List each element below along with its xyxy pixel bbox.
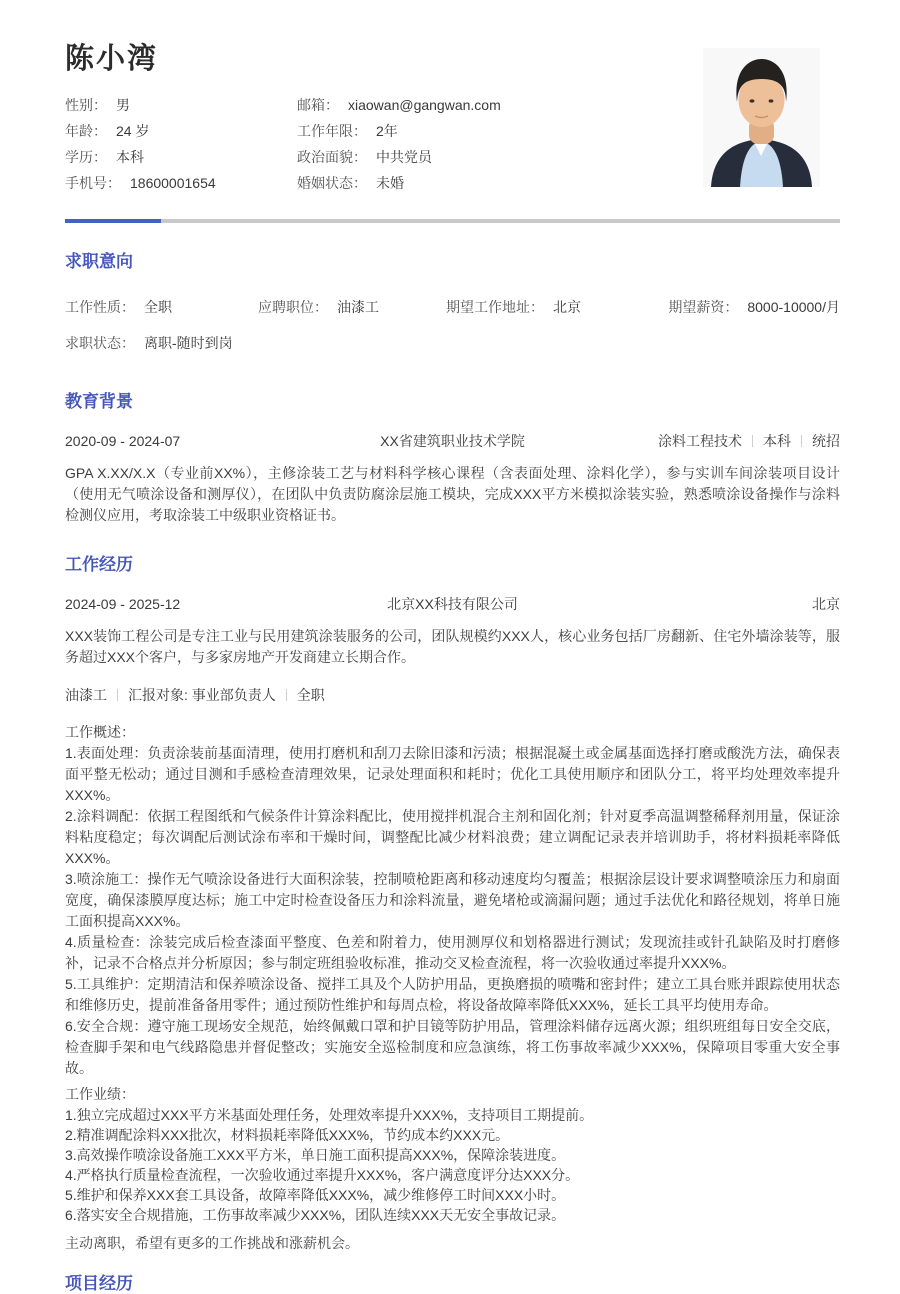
achievement-list [65, 1105, 840, 1225]
work-period: 2024-09 - 2025-12 [65, 596, 181, 612]
intent-value: 全职 [144, 299, 172, 315]
info-phone [65, 175, 297, 191]
info-value: 18600001654 [130, 175, 216, 191]
job-title-line [65, 687, 840, 704]
resume-content [65, 0, 840, 1294]
intent-label: 期望薪资： [668, 299, 739, 315]
achievement-item: 1.独立完成超过XXX平方米基面处理任务，处理效率提升XXX%，支持项目工期提前。 [65, 1107, 594, 1123]
overview-item: 3.喷涂施工：操作无气喷涂设备进行大面积涂装，控制喷枪距离和移动速度均匀覆盖；根据涂层设计要求调整喷涂压力和扇面宽度，确保漆膜厚度达标；施工中定时检查设备压力和涂料流量，避免堵枪或滴漏问题；通过手法优化和路径规划，将单日施工面积提高XXX%。 [65, 871, 840, 929]
info-value: 本科 [116, 149, 144, 165]
overview-label: 工作概述： [65, 724, 135, 740]
leave-reason: 主动离职，希望有更多的工作挑战和涨薪机会。 [65, 1235, 359, 1251]
info-value: 中共党员 [376, 149, 432, 165]
section-title-work: 工作经历 [65, 555, 133, 574]
intent-status [65, 335, 840, 351]
info-marital-status [297, 175, 840, 191]
basic-info [65, 97, 840, 201]
info-value: 男 [116, 97, 130, 113]
info-email [297, 97, 840, 113]
intent-value: 离职-随时到岗 [144, 335, 233, 351]
info-label: 邮箱： [297, 97, 339, 113]
info-label: 手机号： [65, 175, 121, 191]
intent-location [446, 299, 661, 315]
info-label: 性别： [65, 97, 107, 113]
job-report-to: 汇报对象: 事业部负责人 [128, 687, 276, 703]
info-education-level [65, 149, 297, 165]
header-divider [65, 219, 840, 223]
intent-value: 8000-10000/月 [747, 299, 840, 315]
info-label: 政治面貌： [297, 149, 367, 165]
separator-bar [752, 435, 753, 447]
overview-item: 6.安全合规：遵守施工现场安全规范，始终佩戴口罩和护目镜等防护用品，管理涂料储存远离火源；组织班组每日安全交底，检查脚手架和电气线路隐患并督促整改；实施安全巡检制度和应急演练，将工伤事故率减少XXX%，保障项目零重大安全事故。 [65, 1018, 840, 1076]
work-meta-row [65, 596, 840, 613]
section-title-job-intent: 求职意向 [65, 252, 133, 271]
achievement-item: 6.落实安全合规措施，工伤事故率减少XXX%，团队连续XXX天无安全事故记录。 [65, 1207, 566, 1223]
separator-bar [801, 435, 802, 447]
basic-info-right-column [297, 97, 840, 201]
section-title-project: 项目经历 [65, 1274, 133, 1293]
info-value: 未婚 [376, 175, 404, 191]
info-political-status [297, 149, 840, 165]
education-admission: 统招 [812, 433, 840, 449]
info-label: 年龄： [65, 123, 107, 139]
intent-label: 工作性质： [65, 299, 135, 315]
section-title-education: 教育背景 [65, 392, 133, 411]
info-age [65, 123, 297, 139]
header-divider-accent [65, 219, 161, 223]
intent-position [258, 299, 446, 315]
info-work-years [297, 123, 840, 139]
info-value: 24 岁 [116, 123, 150, 139]
work-company: 北京XX科技有限公司 [387, 596, 518, 612]
job-type: 全职 [296, 687, 325, 703]
intent-value: 油漆工 [337, 299, 379, 315]
info-label: 工作年限： [297, 123, 367, 139]
info-label: 婚姻状态： [297, 175, 367, 191]
intent-salary [661, 299, 840, 315]
overview-item: 2.涂料调配：依据工程图纸和气候条件计算涂料配比，使用搅拌机混合主剂和固化剂；针对夏季高温调整稀释剂用量，保证涂料粘度稳定；每次调配后测试涂布率和干燥时间，调整配比减少材料浪费；建立调配记录表并培训助手，将材料损耗率降低XXX%。 [65, 808, 840, 866]
overview-item: 4.质量检查：涂装完成后检查漆面平整度、色差和附着力，使用测厚仪和划格器进行测试；发现流挂或针孔缺陷及时打磨修补，记录不合格点并分析原因；参与制定班组验收标准，推动交叉检查流程，将一次验收通过率提升XXX%。 [65, 934, 840, 971]
achievement-item: 2.精准调配涂料XXX批次，材料损耗率降低XXX%，节约成本约XXX元。 [65, 1127, 510, 1143]
intent-value: 北京 [553, 299, 581, 315]
education-meta-row [65, 433, 840, 450]
info-gender [65, 97, 297, 113]
basic-info-left-column [65, 97, 297, 201]
achievement-label: 工作业绩： [65, 1086, 135, 1102]
separator-bar [117, 689, 118, 701]
job-intent-row [65, 299, 840, 315]
achievement-item: 4.严格执行质量检查流程，一次验收通过率提升XXX%，客户满意度评分达XXX分。 [65, 1167, 580, 1183]
info-label: 学历： [65, 149, 107, 165]
education-major: 涂料工程技术 [658, 433, 742, 449]
candidate-name: 陈小湾 [65, 43, 159, 75]
achievement-item: 3.高效操作喷涂设备施工XXX平方米，单日施工面积提高XXX%，保障涂装进度。 [65, 1147, 566, 1163]
education-school: XX省建筑职业技术学院 [380, 433, 525, 449]
intent-label: 期望工作地址： [446, 299, 544, 315]
education-period: 2020-09 - 2024-07 [65, 433, 181, 449]
education-degree-group [658, 433, 840, 450]
overview-list [65, 743, 840, 1079]
overview-item: 5.工具维护：定期清洁和保养喷涂设备、搅拌工具及个人防护用品，更换磨损的喷嘴和密封件；建立工具台账并跟踪使用状态和维修历史，提前准备备用零件；通过预防性维护和每周点检，将设备故障率降低XXX%，延长工具平均使用寿命。 [65, 976, 840, 1013]
info-value: 2年 [376, 123, 398, 139]
intent-label: 求职状态： [65, 335, 135, 351]
overview-item: 1.表面处理：负责涂装前基面清理，使用打磨机和刮刀去除旧漆和污渍；根据混凝土或金属基面选择打磨或酸洗方法，确保表面平整无松动；通过目测和手感检查清理效果，记录处理面积和耗时；优化工具使用顺序和团队分工，将平均处理效率提升XXX%。 [65, 745, 840, 803]
job-title: 油漆工 [65, 687, 107, 703]
work-location: 北京 [812, 596, 840, 612]
education-degree: 本科 [763, 433, 791, 449]
info-value: xiaowan@gangwan.com [348, 97, 501, 113]
company-intro: XXX装饰工程公司是专注工业与民用建筑涂装服务的公司，团队规模约XXX人，核心业务包括厂房翻新、住宅外墙涂装等，服务超过XXX个客户，与多家房地产开发商建立长期合作。 [65, 628, 840, 665]
intent-label: 应聘职位： [258, 299, 328, 315]
education-description: GPA X.XX/X.X（专业前XX%），主修涂装工艺与材料科学核心课程（含表面处理、涂料化学），参与实训车间涂装项目设计（使用无气喷涂设备和测厚仪），在团队中负责防腐涂层施工模块，完成XXX平方米模拟涂装实验，熟悉喷涂设备操作与涂料检测仪应用，考取涂装工中级职业资格证书。 [65, 465, 840, 523]
separator-bar [286, 689, 287, 701]
intent-work-type [65, 299, 258, 315]
achievement-item: 5.维护和保养XXX套工具设备，故障率降低XXX%，减少维修停工时间XXX小时。 [65, 1187, 566, 1203]
